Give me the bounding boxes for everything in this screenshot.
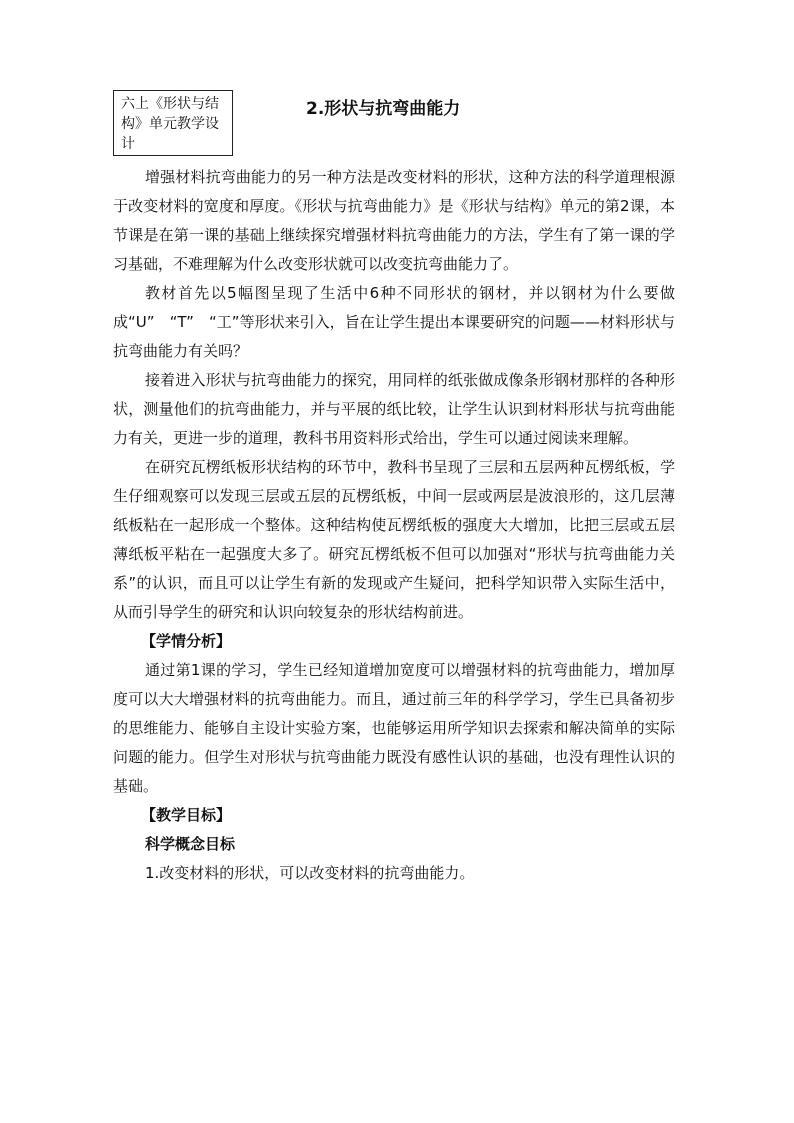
lesson-title: 2.形状与抗弯曲能力 xyxy=(306,99,461,119)
concept-goal-item-1: 1.改变材料的形状，可以改变材料的抗弯曲能力。 xyxy=(145,864,475,882)
paragraph-textbook-intro: 教材首先以5幅图呈现了生活中6种不同形状的钢材，并以钢材为什么要做成“U” “T” “工”等形状来引入，旨在让学生提出本课要研究的问题——材料形状与抗弯曲能力有关吗？ xyxy=(113,284,675,360)
paragraph-intro: 增强材料抗弯曲能力的另一种方法是改变材料的形状，这种方法的科学道理根源于改变材料的宽度和厚度。《形状与抗弯曲能力》是《形状与结构》单元的第2课，本节课是在第一课的基础上继续探究增强材料抗弯曲能力的方法，学生有了第一课的学习基础，不难理解为什么改变形状就可以改变抗弯曲能力了。 xyxy=(113,168,675,273)
document-body xyxy=(113,163,675,888)
paragraph-corrugated: 在研究瓦楞纸板形状结构的环节中，教科书呈现了三层和五层两种瓦楞纸板，学生仔细观察可以发现三层或五层的瓦楞纸板，中间一层或两层是波浪形的，这几层薄纸板粘在一起形成一个整体。这种结构使瓦楞纸板的强度大大增加，比把三层或五层薄纸板平粘在一起强度大多了。研究瓦楞纸板不但可以加强对“形状与抗弯曲能力关系”的认识，而且可以让学生有新的发现或产生疑问，把科学知识带入实际生活中，从而引导学生的研究和认识向较复杂的形状结构前进。 xyxy=(113,458,675,621)
paragraph-exploration: 接着进入形状与抗弯曲能力的探究，用同样的纸张做成像条形钢材那样的各种形状，测量他们的抗弯曲能力，并与平展的纸比较，让学生认识到材料形状与抗弯曲能力有关，更进一步的道理，教科书用资料形式给出，学生可以通过阅读来理解。 xyxy=(113,371,675,447)
subheading-concept-goals: 科学概念目标 xyxy=(145,835,236,853)
unit-label-box xyxy=(113,90,233,156)
unit-label: 六上《形状与结构》单元教学设计 xyxy=(121,96,219,152)
section-heading-analysis: 【学情分析】 xyxy=(141,632,232,650)
paragraph-analysis: 通过第1课的学习，学生已经知道增加宽度可以增强材料的抗弯曲能力，增加厚度可以大大增强材料的抗弯曲能力。而且，通过前三年的科学学习，学生已具备初步的思维能力、能够自主设计实验方案，也能够运用所学知识去探索和解决简单的实际问题的能力。但学生对形状与抗弯曲能力既没有感性认识的基础，也没有理性认识的基础。 xyxy=(113,661,675,795)
section-heading-goals: 【教学目标】 xyxy=(141,806,232,824)
